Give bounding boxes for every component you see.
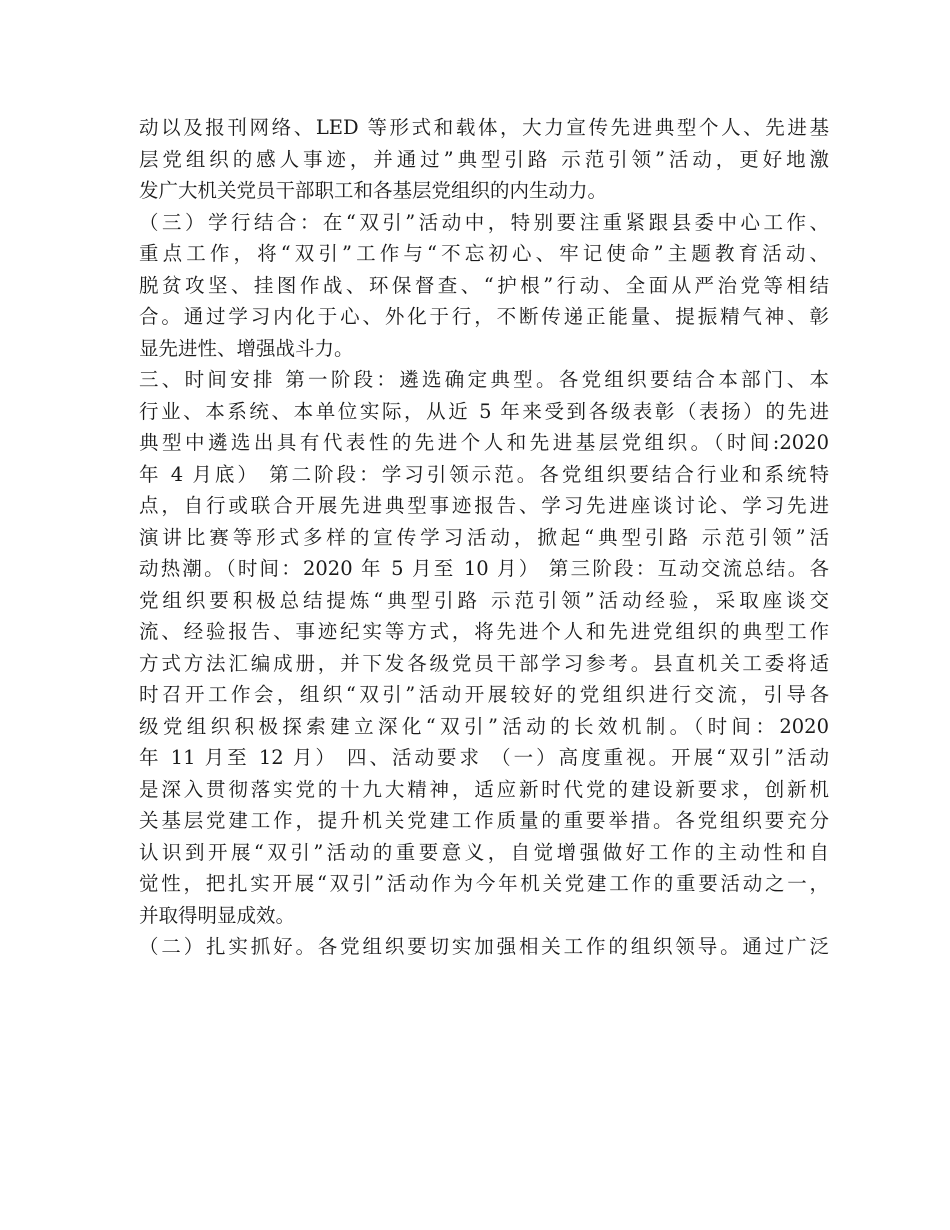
- text-line: 并取得明显成效。: [139, 903, 296, 927]
- text-line: （二）扎实抓好。各党组织要切实加强相关工作的组织领导。通过广泛: [139, 935, 829, 958]
- text-line: 年 11 月至 12 月） 四、活动要求 （一）高度重视。开展“双引”活动: [139, 746, 829, 769]
- text-line: 显先进性、增强战斗力。: [139, 336, 354, 360]
- text-line: 方式方法汇编成册，并下发各级党员干部学习参考。县直机关工委将适: [139, 651, 829, 675]
- text-line: 动热潮。（时间：2020 年 5 月至 10 月） 第三阶段：互动交流总结。各: [139, 557, 829, 580]
- text-line: 脱贫攻坚、挂图作战、环保督查、“护根”行动、全面从严治党等相结: [139, 273, 829, 297]
- text-line: 党组织要积极总结提炼“典型引路 示范引领”活动经验，采取座谈交: [139, 588, 829, 612]
- text-line: 级党组织积极探索建立深化“双引”活动的长效机制。（时间：2020: [139, 714, 829, 738]
- text-line: 关基层党建工作，提升机关党建工作质量的重要举措。各党组织要充分: [139, 809, 829, 832]
- text-line: 流、经验报告、事迹纪实等方式，将先进个人和先进党组织的典型工作: [139, 620, 829, 643]
- text-line: 发广大机关党员干部职工和各基层党组织的内生动力。: [139, 179, 608, 202]
- text-line: 认识到开展“双引”活动的重要意义，自觉增强做好工作的主动性和自: [139, 840, 829, 864]
- text-line: 行业、本系统、本单位实际，从近 5 年来受到各级表彰（表扬）的先进: [139, 399, 829, 423]
- text-line: 合。通过学习内化于心、外化于行，不断传递正能量、提振精气神、彰: [139, 305, 829, 328]
- text-line: 层党组织的感人事迹，并通过”典型引路 示范引领”活动，更好地激: [139, 147, 829, 171]
- text-line: 年 4 月底） 第二阶段：学习引领示范。各党组织要结合行业和系统特: [139, 462, 829, 486]
- body-text: [139, 112, 829, 963]
- text-line: 动以及报刊网络、LED 等形式和载体，大力宣传先进典型个人、先进基: [139, 116, 829, 139]
- text-line: 时召开工作会，组织“双引”活动开展较好的党组织进行交流，引导各: [139, 683, 829, 706]
- text-line: 重点工作，将“双引”工作与“不忘初心、牢记使命”主题教育活动、: [139, 242, 829, 265]
- text-line: 觉性，把扎实开展“双引”活动作为今年机关党建工作的重要活动之一，: [139, 872, 829, 895]
- text-line: 典型中遴选出具有代表性的先进个人和先进基层党组织。（时间:2020: [139, 431, 829, 454]
- text-line: 三、时间安排 第一阶段：遴选确定典型。各党组织要结合本部门、本: [139, 368, 829, 391]
- text-line: 是深入贯彻落实党的十九大精神，适应新时代党的建设新要求，创新机: [139, 777, 829, 801]
- text-line: 演讲比赛等形式多样的宣传学习活动，掀起“典型引路 示范引领”活: [139, 525, 829, 549]
- text-line: （三）学行结合：在“双引”活动中，特别要注重紧跟县委中心工作、: [139, 210, 829, 234]
- text-line: 点，自行或联合开展先进典型事迹报告、学习先进座谈讨论、学习先进: [139, 494, 829, 517]
